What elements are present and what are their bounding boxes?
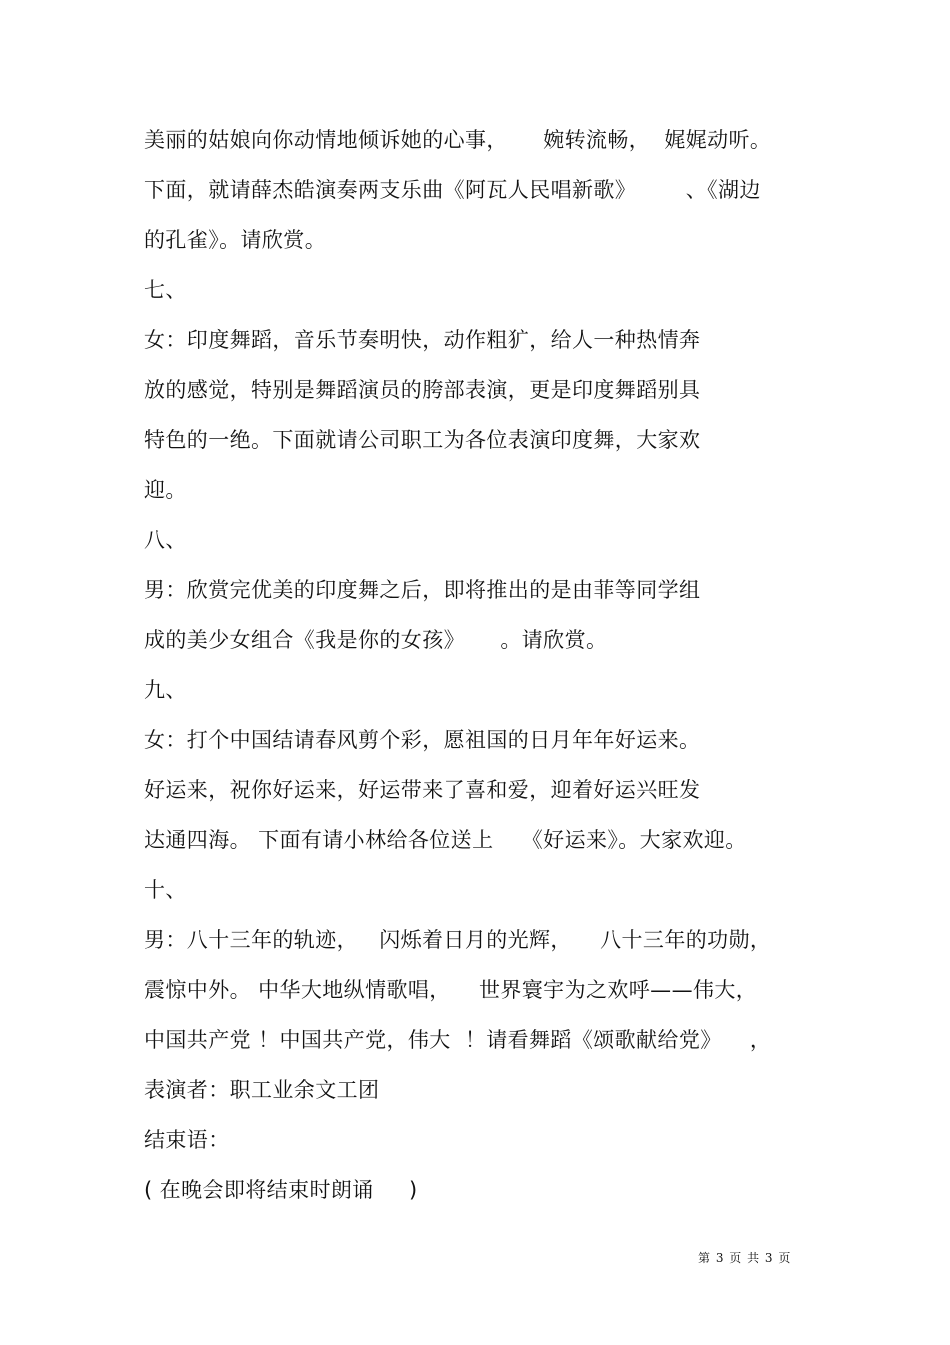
text-line: 达通四海。 下面有请小林给各位送上 《好运来》。大家欢迎。 [144,828,747,852]
text-line: 迎。 [144,478,187,502]
text-line: 男：欣赏完优美的印度舞之后，即将推出的是由菲等同学组 [144,578,701,602]
text-line: 女：印度舞蹈，音乐节奏明快，动作粗犷，给人一种热情奔 [144,328,701,352]
text-line: 下面，就请薛杰皓演奏两支乐曲《阿瓦人民唱新歌》 、《湖边 [144,178,761,202]
text-line: 震惊中外。 中华大地纵情歌唱， 世界寰宇为之欢呼——伟大， [144,978,758,1002]
text-line: 男：八十三年的轨迹， 闪烁着日月的光辉， 八十三年的功勋， [144,928,772,952]
text-line: 表演者：职工业余文工团 [144,1078,380,1102]
text-line: 中国共产党 ！中国共产党，伟大 ！请看舞蹈《颂歌献给党》 ， [144,1028,772,1052]
section-heading: 十、 [144,878,187,902]
text-line: 成的美少女组合《我是你的女孩》 。请欣赏。 [144,628,608,652]
text-line: 女：打个中国结请春风剪个彩，愿祖国的日月年年好运来。 [144,728,701,752]
section-heading: 七、 [144,278,187,302]
text-line: 的孔雀》。请欣赏。 [144,228,327,252]
text-line: 结束语： [144,1128,230,1152]
section-heading: 八、 [144,528,187,552]
text-line: 放的感觉，特别是舞蹈演员的胯部表演，更是印度舞蹈别具 [144,378,701,402]
text-line: 特色的一绝。下面就请公司职工为各位表演印度舞，大家欢 [144,428,701,452]
section-heading: 九、 [144,678,187,702]
text-line: 美丽的姑娘向你动情地倾诉她的心事， 婉转流畅， 娓娓动听。 [144,128,772,152]
text-line: ( 在晚会即将结束时朗诵 ) [144,1178,418,1202]
text-line: 好运来，祝你好运来，好运带来了喜和爱，迎着好运兴旺发 [144,778,701,802]
page-number: 第 3 页 共 3 页 [698,1251,792,1265]
